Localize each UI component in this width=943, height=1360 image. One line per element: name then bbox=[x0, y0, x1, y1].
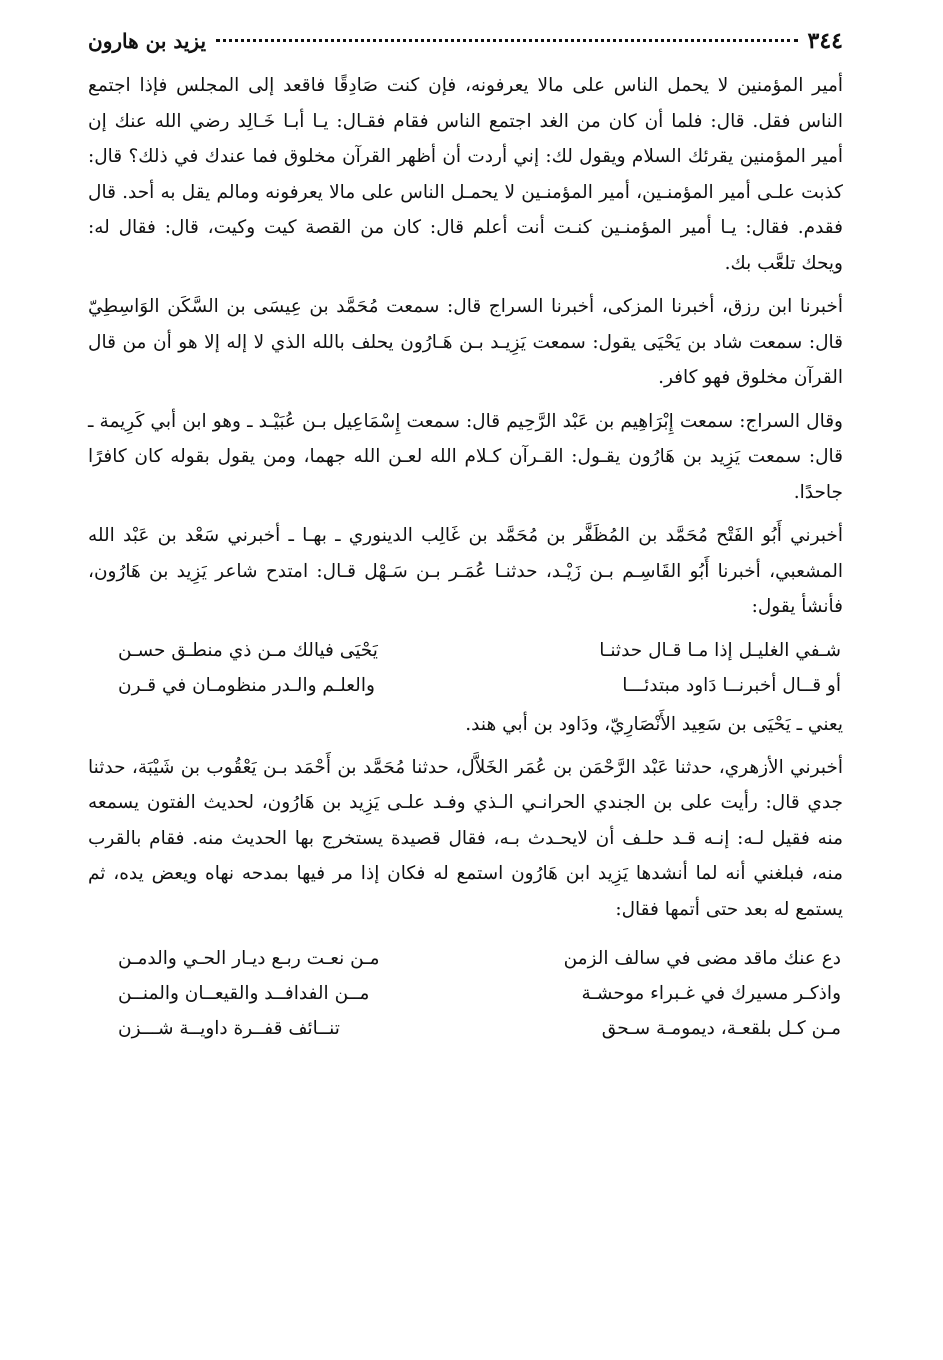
poem-qasida bbox=[88, 941, 843, 1046]
paragraph: أخبرني الأزهري، حدثنا عَبْد الرَّحْمَن بن عُمَر الخَلاَّل، حدثنا مُحَمَّد بن أَحْمَد بـن يَعْقُوب بن شَيْبَة، حدثنا جدي قال: رأيت على بن الجندي الحرانـي الـذي وفـد علـى يَزِيد بن هَارُون، لحديث الفتون يسمعه منه فقيل لـه: إنـه قـد حلـف أن لايحـدث بـه، فقال قصيدة يستخرج بها الحديث منه. فقام بالقرب منه، فبلغني أنه لما أنشدها يَزِيد ابن هَارُون استمع له فكان إذا مر فيها بمدحه نهاه ويعض يده، ثم يستمع له بعد حتى أتمها فقال: bbox=[88, 756, 843, 920]
explanatory-note: يعني ـ يَحْيَى بن سَعِيد الأَنْصَارِيّ، ودَاود بن أبي هند. bbox=[465, 713, 843, 735]
paragraph: أمير المؤمنين لا يحمل الناس على مالا يعرفونه، فإن كنت صَادِقًا فاقعد إلى المجلس فإذا اجتمع الناس فقل. قال: فلما أن كان من الغد اجتمع الناس فقام فقـال: يـا أبـا خَـالِد رضي الله عنك إن أمير المؤمنين يقرئك السلام ويقول لك: إني أردت أن أظهر القرآن مخلوق فما عندك في ذلك؟ قال: كذبت علـى أمير المؤمنـين، أمير المؤمنـين لا يحمـل الناس على مالا يعرفونه ومالم يقل به أحد. قال فقدم. فقال: يـا أمير المؤمنـين كنـت أنت أعلم قال: كان من القصة كيت وكيت، قال: فقال له: ويحك تلعَّب بك. bbox=[88, 75, 843, 274]
verse-first-hemistich: دع عنك ماقد مضى في سالف الزمن bbox=[563, 948, 841, 969]
poem-praise bbox=[88, 633, 843, 703]
running-header bbox=[88, 28, 843, 68]
page-number: ٣٤٤ bbox=[807, 28, 843, 54]
verse-first-hemistich: مـن كـل بلقعـة، ديمومـة سـحق bbox=[601, 1018, 841, 1039]
book-page bbox=[88, 28, 843, 1328]
paragraph: وقال السراج: سمعت إِبْرَاهِيم بن عَبْد الرَّحِيم قال: سمعت إِسْمَاعِيل بـن عُبَيْـد ـ وهو ابن أبي كَرِيمة ـ قال: سمعت يَزِيد بن هَارُون يقـول: القـرآن كـلام الله لعـن الله جهما، ومن يقول بقوله كان كافرًا جاحدًا. bbox=[88, 410, 843, 503]
verse-second-hemistich: مـن نعـت ربـع ديـار الحـي والدمـن bbox=[118, 948, 380, 969]
verse-line bbox=[88, 633, 843, 668]
verse-second-hemistich: والعلـم والـدر منظومـان في قـرن bbox=[118, 674, 375, 696]
verse-line bbox=[88, 976, 843, 1011]
paragraph: أخبرنا ابن رزق، أخبرنا المزكى، أخبرنا السراج قال: سمعت مُحَمَّد بن عِيسَى بن السَّكَن الوَاسِطِيّ قال: سمعت شاد بن يَحْيَى يقول: سمعت يَزِيـد بـن هَـارُون يحلف بالله الذي لا إله إلا هو أن من قال القرآن مخلوق فهو كافر. bbox=[88, 296, 843, 388]
header-dotted-leader bbox=[216, 39, 798, 42]
verse-second-hemistich: مــن الفدافــد والقيعــان والمنــن bbox=[118, 983, 370, 1004]
verse-first-hemistich: أو قــال أخبرنــا دَاود مبتدئـــا bbox=[622, 674, 841, 696]
verse-second-hemistich: تنــائف قفــرة داويــة شـــزن bbox=[118, 1018, 340, 1039]
verse-second-hemistich: يَحْيَى فيالك مـن ذي منطـق حسـن bbox=[118, 639, 378, 661]
paragraph: أخبرني أَبُو الفَتْح مُحَمَّد بن المُظَفَّر بن مُحَمَّد بن غَالِب الدينوري ـ بهـا ـ أخبرني سَعْد بن عَبْد الله المشعبي، أخبرنا أَبُو القَاسِـم بـن زَيْـد، حدثنـا عُمَـر بـن سَـهْل قـال: امتدح شاعر يَزِيد بن هَارُون، فأنشأ يقول: bbox=[88, 525, 843, 617]
header-title: يزيد بن هارون bbox=[88, 29, 207, 53]
verse-line bbox=[88, 1011, 843, 1046]
verse-first-hemistich: شـفي الغليـل إذا مـا قـال حدثنـا bbox=[599, 639, 841, 661]
verse-line bbox=[88, 668, 843, 703]
verse-first-hemistich: واذكـر مسيرك في غـبراء موحشـة bbox=[581, 983, 841, 1004]
verse-line bbox=[88, 941, 843, 976]
